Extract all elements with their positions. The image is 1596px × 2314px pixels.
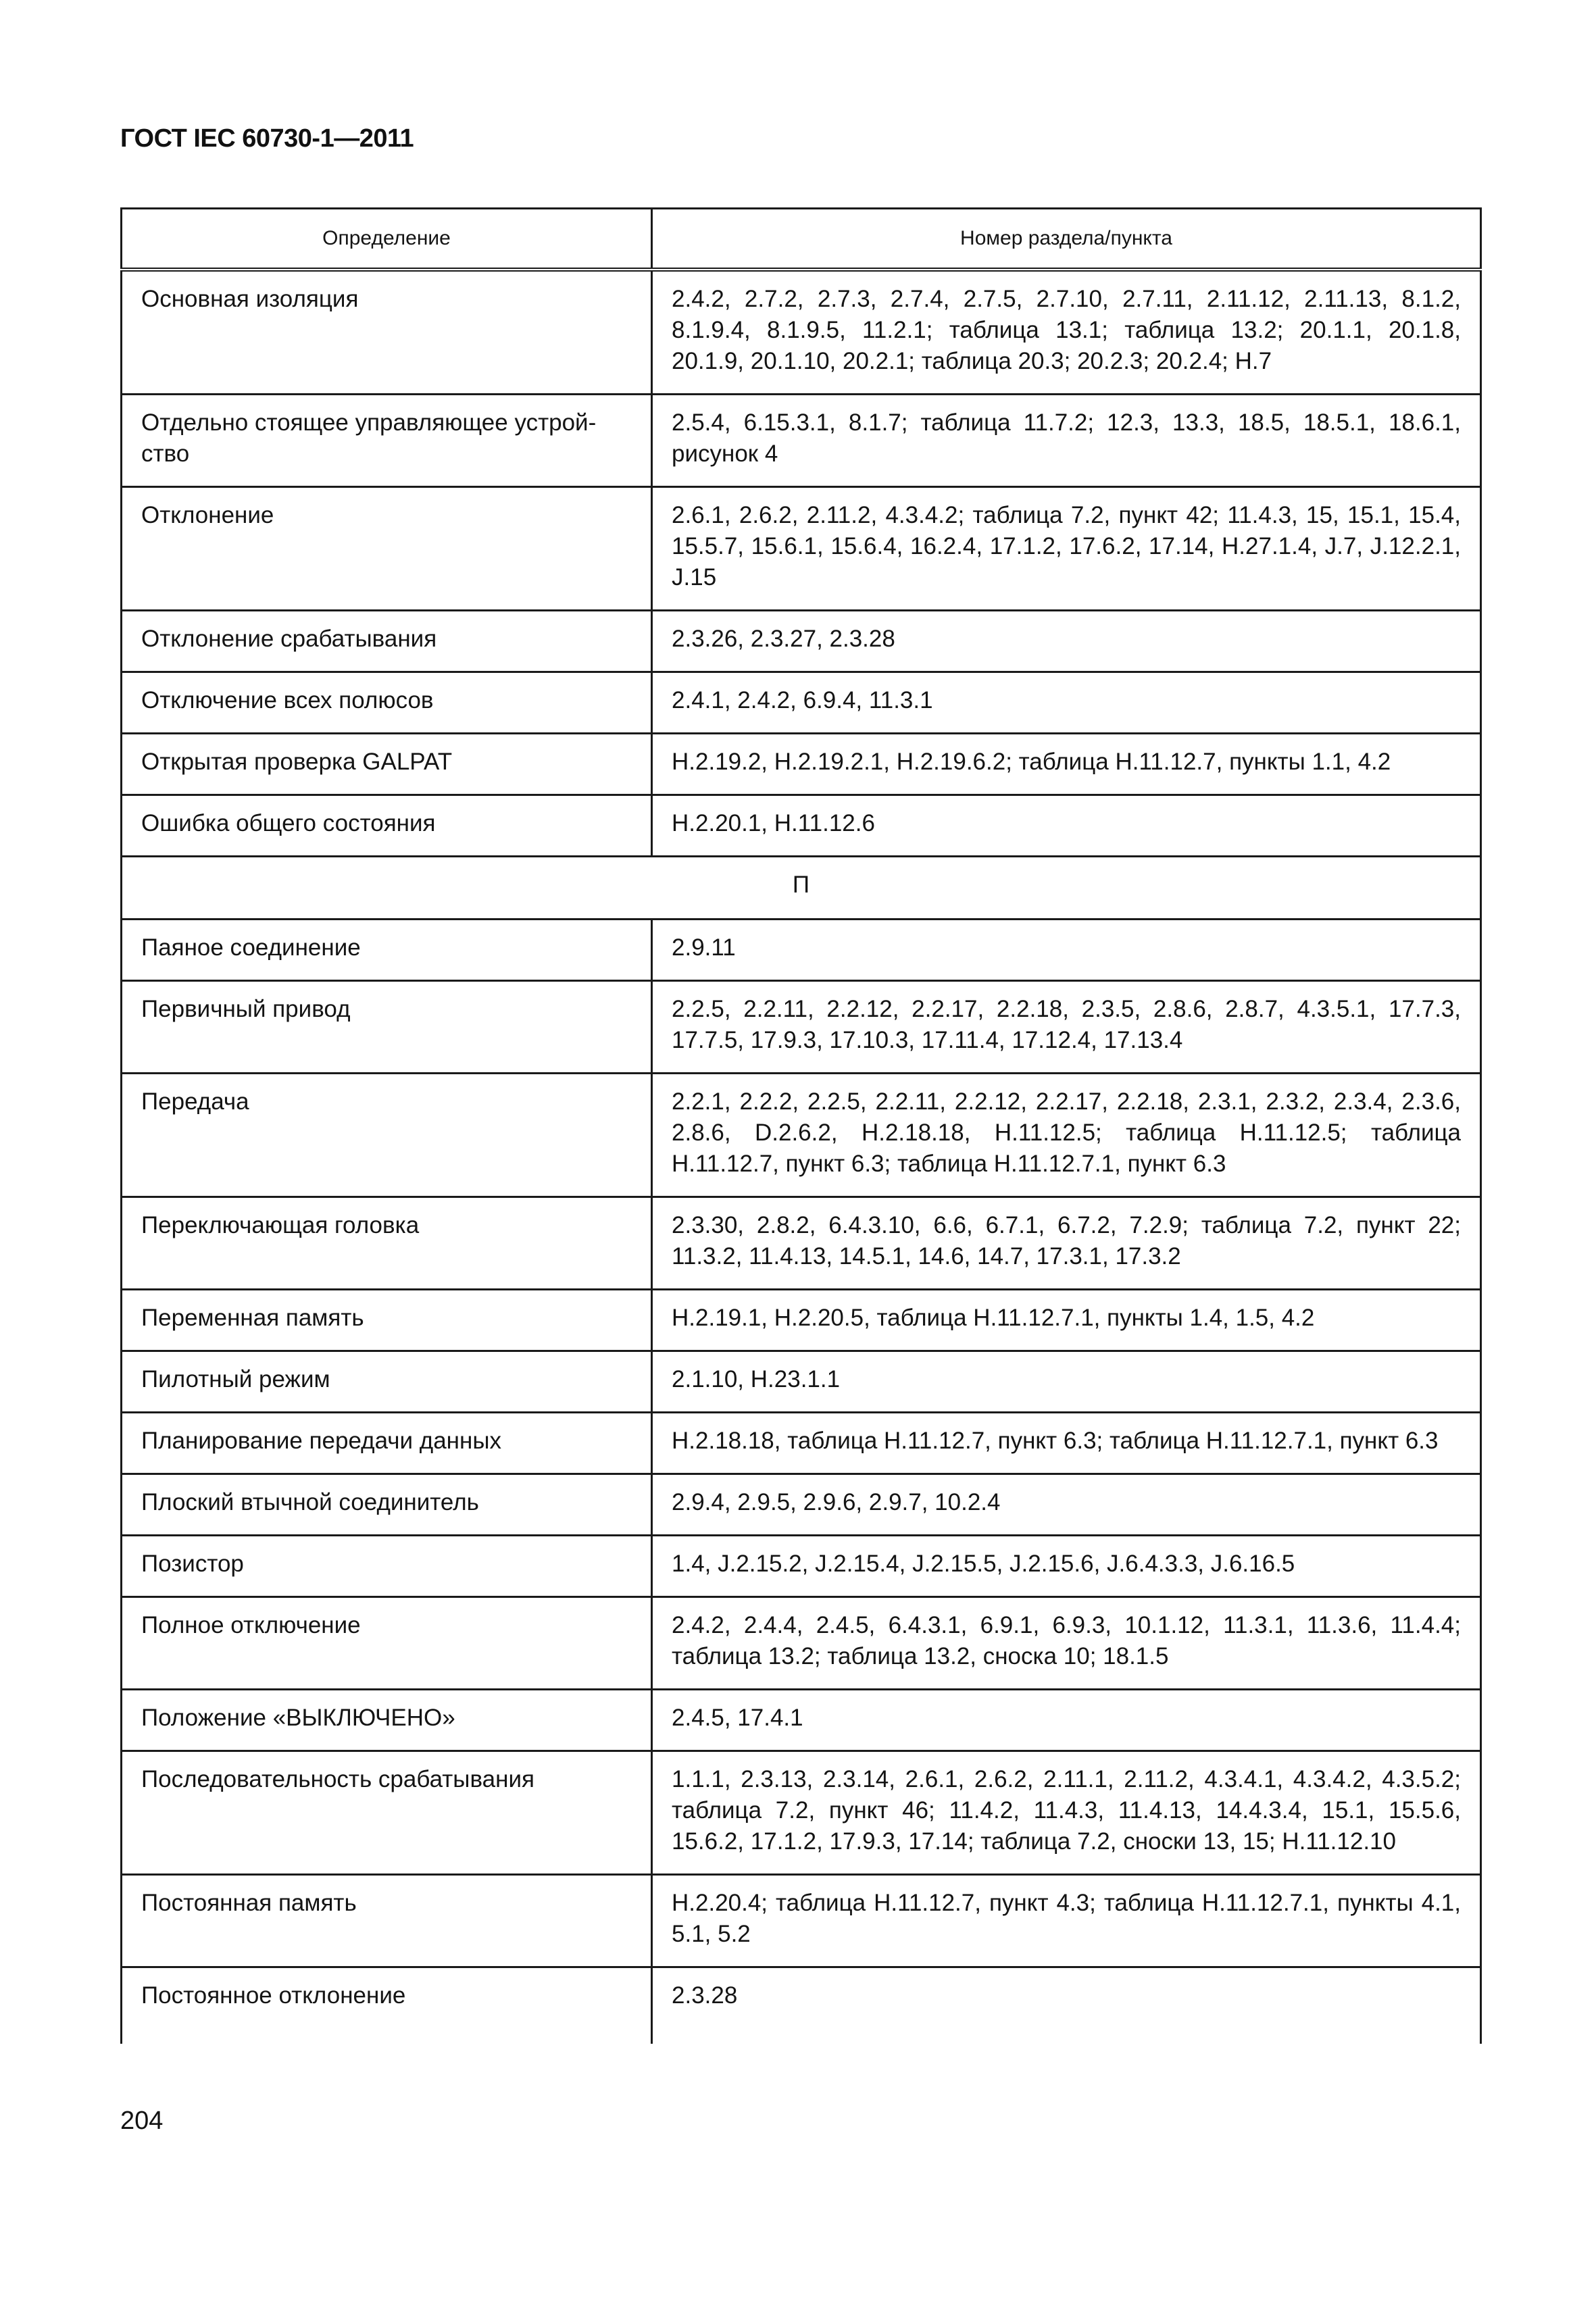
term-cell: Плоский втычной соединитель	[122, 1474, 652, 1536]
table-row	[122, 1536, 1481, 1597]
refs-cell: H.2.18.18, таблица H.11.12.7, пункт 6.3; таблица H.11.12.7.1, пункт 6.3	[652, 1413, 1481, 1474]
refs-cell: 2.3.28	[652, 1967, 1481, 2044]
table-row	[122, 1751, 1481, 1875]
table-row	[122, 1074, 1481, 1197]
term-cell: Полное отключение	[122, 1597, 652, 1690]
page-number: 204	[120, 2107, 164, 2135]
refs-cell: 1.4, J.2.15.2, J.2.15.4, J.2.15.5, J.2.15.6, J.6.4.3.3, J.6.16.5	[652, 1536, 1481, 1597]
table-row	[122, 270, 1481, 395]
refs-cell: 2.3.30, 2.8.2, 6.4.3.10, 6.6, 6.7.1, 6.7.2, 7.2.9; таблица 7.2, пункт 22; 11.3.2, 11.4.13, 14.5.1, 14.6, 14.7, 17.3.1, 17.3.2	[652, 1197, 1481, 1290]
column-header-section-number: Номер раздела/пункта	[652, 209, 1481, 270]
table-body	[122, 270, 1481, 2044]
table-row	[122, 1474, 1481, 1536]
term-cell: Планирование передачи данных	[122, 1413, 652, 1474]
refs-cell: 2.9.4, 2.9.5, 2.9.6, 2.9.7, 10.2.4	[652, 1474, 1481, 1536]
term-cell: Передача	[122, 1074, 652, 1197]
term-cell: Ошибка общего состояния	[122, 795, 652, 857]
refs-cell: 2.4.2, 2.4.4, 2.4.5, 6.4.3.1, 6.9.1, 6.9.3, 10.1.12, 11.3.1, 11.3.6, 11.4.4; таблица 13.2; таблица 13.2, сноска 10; 18.1.5	[652, 1597, 1481, 1690]
table-row	[122, 1875, 1481, 1967]
section-letter-row	[122, 857, 1481, 920]
table-row	[122, 611, 1481, 672]
term-cell: Пилотный режим	[122, 1351, 652, 1413]
section-letter: П	[122, 857, 1481, 920]
refs-cell: H.2.20.4; таблица H.11.12.7, пункт 4.3; таблица H.11.12.7.1, пункты 4.1, 5.1, 5.2	[652, 1875, 1481, 1967]
refs-cell: 2.1.10, H.23.1.1	[652, 1351, 1481, 1413]
refs-cell: 2.4.1, 2.4.2, 6.9.4, 11.3.1	[652, 672, 1481, 734]
term-cell: Положение «ВЫКЛЮЧЕНО»	[122, 1690, 652, 1751]
term-cell: Открытая проверка GALPAT	[122, 734, 652, 795]
term-cell: Отклонение	[122, 487, 652, 611]
column-header-definition: Определение	[122, 209, 652, 270]
refs-cell: 2.2.5, 2.2.11, 2.2.12, 2.2.17, 2.2.18, 2.3.5, 2.8.6, 2.8.7, 4.3.5.1, 17.7.3, 17.7.5, 17.9.3, 17.10.3, 17.11.4, 17.12.4, 17.13.4	[652, 981, 1481, 1074]
table-row	[122, 1967, 1481, 2044]
refs-cell: 2.4.5, 17.4.1	[652, 1690, 1481, 1751]
term-cell: Постоянная память	[122, 1875, 652, 1967]
refs-cell: H.2.20.1, H.11.12.6	[652, 795, 1481, 857]
refs-cell: 2.4.2, 2.7.2, 2.7.3, 2.7.4, 2.7.5, 2.7.10, 2.7.11, 2.11.12, 2.11.13, 8.1.2, 8.1.9.4, 8.1.9.5, 11.2.1; таблица 13.1; таблица 13.2; 20.1.1, 20.1.8, 20.1.9, 20.1.10, 20.2.1; таблица 20.3; 20.2.3; 20.2.4; H.7	[652, 270, 1481, 395]
refs-cell: 2.9.11	[652, 920, 1481, 981]
term-cell: Первичный привод	[122, 981, 652, 1074]
term-cell: Постоянное отклонение	[122, 1967, 652, 2044]
document-header: ГОСТ IEC 60730-1—2011	[120, 124, 414, 153]
term-cell: Отклонение срабатывания	[122, 611, 652, 672]
refs-cell: H.2.19.1, H.2.20.5, таблица H.11.12.7.1, пункты 1.4, 1.5, 4.2	[652, 1290, 1481, 1351]
term-cell: Последовательность срабатывания	[122, 1751, 652, 1875]
table-row	[122, 672, 1481, 734]
refs-cell: H.2.19.2, H.2.19.2.1, H.2.19.6.2; таблица H.11.12.7, пункты 1.1, 4.2	[652, 734, 1481, 795]
table-row	[122, 981, 1481, 1074]
table-row	[122, 487, 1481, 611]
table-row	[122, 1197, 1481, 1290]
table-header-row	[122, 209, 1481, 270]
table-row	[122, 795, 1481, 857]
table-row	[122, 1351, 1481, 1413]
refs-cell: 2.3.26, 2.3.27, 2.3.28	[652, 611, 1481, 672]
term-cell: Основная изоляция	[122, 270, 652, 395]
table-row	[122, 920, 1481, 981]
table-row	[122, 734, 1481, 795]
refs-cell: 1.1.1, 2.3.13, 2.3.14, 2.6.1, 2.6.2, 2.11.1, 2.11.2, 4.3.4.1, 4.3.4.2, 4.3.5.2; таблица 7.2, пункт 46; 11.4.2, 11.4.3, 11.4.13, 14.4.3.4, 15.1, 15.5.6, 15.6.2, 17.1.2, 17.9.3, 17.14; таблица 7.2, сноски 13, 15; H.11.12.10	[652, 1751, 1481, 1875]
term-cell: Отключение всех полюсов	[122, 672, 652, 734]
refs-cell: 2.6.1, 2.6.2, 2.11.2, 4.3.4.2; таблица 7.2, пункт 42; 11.4.3, 15, 15.1, 15.4, 15.5.7, 15.6.1, 15.6.4, 16.2.4, 17.1.2, 17.6.2, 17.14, H.27.1.4, J.7, J.12.2.1, J.15	[652, 487, 1481, 611]
table-row	[122, 1290, 1481, 1351]
table-row	[122, 1690, 1481, 1751]
definitions-index-table	[120, 207, 1482, 2044]
table-row	[122, 1413, 1481, 1474]
table-row	[122, 1597, 1481, 1690]
table-row	[122, 395, 1481, 487]
term-cell: Отдельно стоящее управляющее устрой-ство	[122, 395, 652, 487]
term-cell: Переключающая головка	[122, 1197, 652, 1290]
term-cell: Паяное соединение	[122, 920, 652, 981]
term-cell: Позистор	[122, 1536, 652, 1597]
refs-cell: 2.5.4, 6.15.3.1, 8.1.7; таблица 11.7.2; 12.3, 13.3, 18.5, 18.5.1, 18.6.1, рисунок 4	[652, 395, 1481, 487]
refs-cell: 2.2.1, 2.2.2, 2.2.5, 2.2.11, 2.2.12, 2.2.17, 2.2.18, 2.3.1, 2.3.2, 2.3.4, 2.3.6, 2.8.6, D.2.6.2, H.2.18.18, H.11.12.5; таблица H.11.12.5; таблица H.11.12.7, пункт 6.3; таблица H.11.12.7.1, пункт 6.3	[652, 1074, 1481, 1197]
term-cell: Переменная память	[122, 1290, 652, 1351]
